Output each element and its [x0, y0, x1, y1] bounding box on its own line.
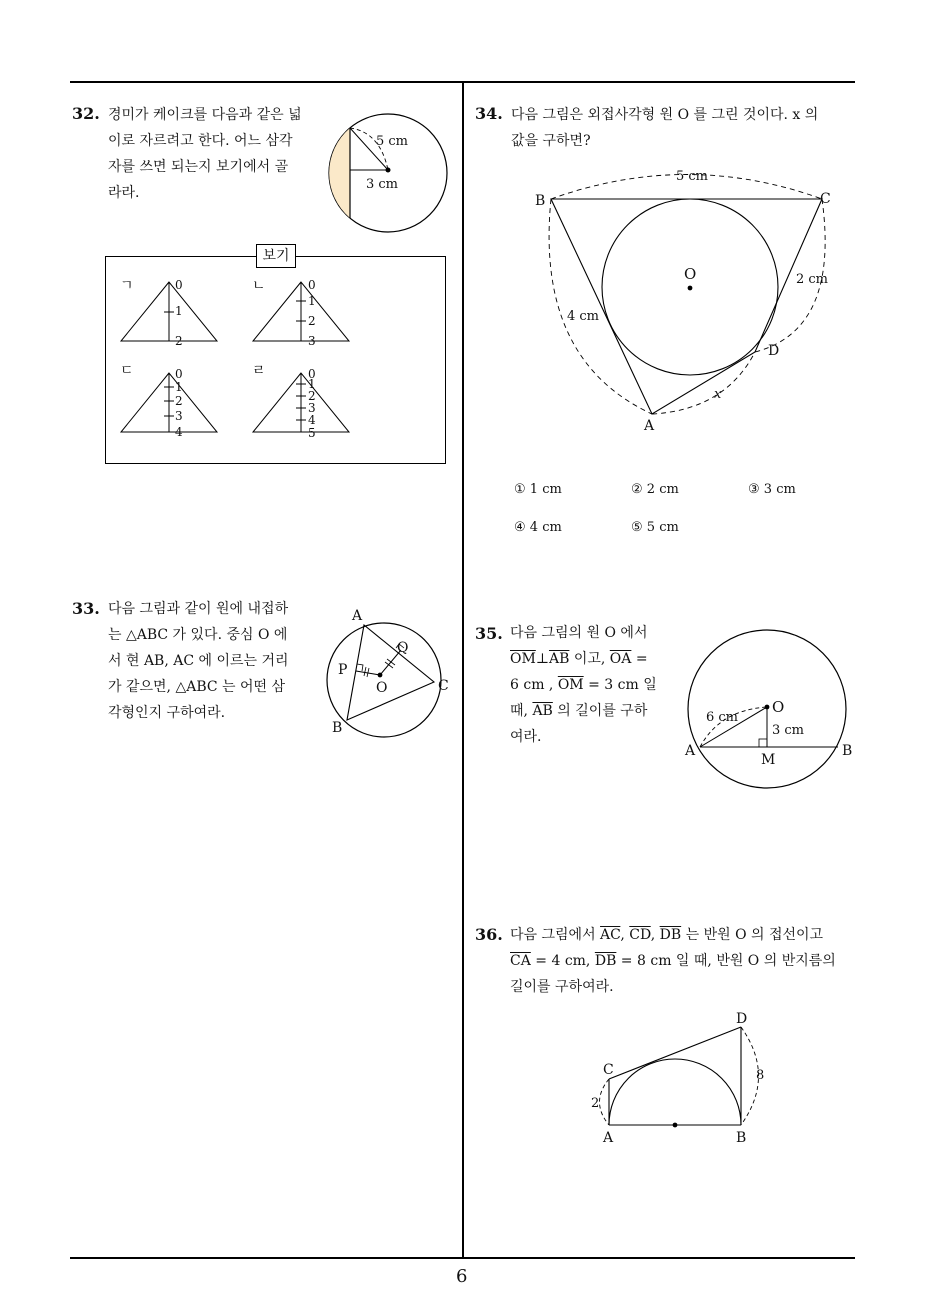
- q36-line: $\overline{CA} = 4$ cm, $\overline{DB} = 8$ cm 일 때, 반원 O 의 반지름의: [510, 953, 836, 969]
- segment-om: $\overline{OM}$: [510, 651, 536, 667]
- tick-label: 2: [175, 334, 183, 348]
- segment-db: $\overline{DB}$: [659, 927, 682, 943]
- tick-label: 3: [175, 409, 183, 423]
- q35-line: $\overline{OM}\perp\overline{AB}$ 이고, $\overline{OA}$ =: [510, 651, 648, 667]
- q36-line: 길이를 구하여라.: [510, 979, 614, 995]
- q32-line: 자를 쓰면 되는지 보기에서 골: [108, 159, 289, 175]
- q34-line: 다음 그림은 외접사각형 원 O 를 그린 것이다. x 의: [511, 107, 819, 123]
- q33-label-Q: Q: [397, 640, 409, 656]
- q32-fig-5cm: 5 cm: [376, 134, 409, 149]
- q36-number: 36.: [475, 925, 503, 944]
- q35-label-O: O: [772, 698, 785, 716]
- q34-label-left: 4 cm: [567, 309, 600, 324]
- q34-number: 34.: [475, 104, 503, 123]
- tick-label: 2: [308, 389, 316, 403]
- q32-line: 라라.: [108, 185, 140, 201]
- segment-ac: $\overline{AC}$: [600, 927, 621, 943]
- segment-ab: $\overline{AB}$: [548, 651, 570, 667]
- q33-line: 각형인지 구하여라.: [108, 705, 226, 721]
- q33-line: 가 같으면, △ABC 는 어떤 삼: [108, 679, 286, 695]
- tick-label: 3: [308, 401, 316, 415]
- q33-label-C: C: [438, 678, 449, 694]
- q35-label-M: M: [761, 752, 776, 768]
- q35-label-B: B: [842, 743, 853, 759]
- q34-choice-5[interactable]: ⑤ 5 cm: [631, 520, 679, 535]
- tick-label: 1: [175, 304, 183, 318]
- tick-label: 4: [308, 413, 316, 427]
- q34-label-x: x: [714, 387, 722, 402]
- option-mark: ㄹ: [252, 363, 266, 379]
- q34-label-A: A: [644, 418, 655, 434]
- tick-label: 0: [308, 367, 316, 381]
- segment-oa: $\overline{OA}$: [609, 651, 632, 667]
- q35-line: 6 cm , $\overline{OM} = 3$ cm 일: [510, 677, 657, 693]
- q32-fig-3cm: 3 cm: [366, 177, 399, 192]
- option-mark: ㄴ: [252, 278, 266, 294]
- q33-line: 서 현 AB, AC 에 이르는 거리: [108, 653, 289, 669]
- q36-label-D: D: [736, 1011, 748, 1027]
- q34-label-C: C: [820, 191, 831, 207]
- q33-label-O: O: [376, 680, 388, 696]
- q35-label-3cm: 3 cm: [772, 723, 805, 738]
- q33-label-B: B: [332, 720, 343, 736]
- tick-label: 1: [308, 377, 316, 391]
- q34-label-right: 2 cm: [796, 272, 829, 287]
- segment-ab: $\overline{AB}$: [532, 703, 553, 719]
- q33-number: 33.: [72, 599, 100, 618]
- q36-line: 다음 그림에서 $\overline{AC}$, $\overline{CD}$, $\overline{DB}$ 는 반원 O 의 접선이고: [510, 927, 824, 943]
- q32-line: 경미가 케이크를 다음과 같은 넓: [108, 107, 302, 123]
- q36-label-2: 2: [591, 1096, 600, 1111]
- q33-label-P: P: [338, 662, 348, 678]
- q34-choice-1[interactable]: ① 1 cm: [514, 482, 562, 497]
- q34-choice-3[interactable]: ③ 3 cm: [748, 482, 796, 497]
- q34-line: 값을 구하면?: [511, 133, 591, 149]
- q36-label-8: 8: [756, 1068, 765, 1083]
- q34-choice-2[interactable]: ② 2 cm: [631, 482, 679, 497]
- page-number: 6: [456, 1266, 468, 1287]
- tick-label: 5: [308, 426, 316, 440]
- q35-line: 여라.: [510, 729, 542, 745]
- option-mark: ㄱ: [120, 278, 134, 294]
- q34-label-B: B: [535, 193, 546, 209]
- q36-label-C: C: [603, 1062, 614, 1078]
- q32-number: 32.: [72, 104, 100, 123]
- option-mark: ㄷ: [120, 363, 134, 379]
- segment-om: $\overline{OM}$: [557, 677, 584, 693]
- q33-label-A: A: [352, 608, 363, 624]
- tick-label: 1: [308, 294, 316, 308]
- q33-line: 는 △ABC 가 있다. 중심 O 에: [108, 627, 288, 643]
- q35-number: 35.: [475, 624, 503, 643]
- tick-label: 0: [175, 278, 183, 292]
- tick-label: 2: [308, 314, 316, 328]
- tick-label: 2: [175, 394, 183, 408]
- segment-ca: $\overline{CA}$: [510, 953, 531, 969]
- tick-label: 0: [308, 278, 316, 292]
- q34-label-O: O: [684, 265, 697, 283]
- tick-label: 3: [308, 334, 316, 348]
- q34-label-top: 5 cm: [676, 169, 709, 184]
- bogi-label: 보기: [256, 244, 296, 268]
- q34-choice-4[interactable]: ④ 4 cm: [514, 520, 562, 535]
- q32-line: 이로 자르려고 한다. 어느 삼각: [108, 133, 293, 149]
- q35-label-A: A: [685, 743, 696, 759]
- tick-label: 4: [175, 425, 183, 439]
- segment-cd: $\overline{CD}$: [629, 927, 651, 943]
- q33-line: 다음 그림과 같이 원에 내접하: [108, 601, 289, 617]
- q34-label-D: D: [768, 343, 780, 359]
- q36-label-A: A: [603, 1130, 614, 1146]
- q35-line: 다음 그림의 원 O 에서: [510, 625, 648, 641]
- segment-db: $\overline{DB}$: [594, 953, 617, 969]
- q36-label-B: B: [736, 1130, 747, 1146]
- tick-label: 0: [175, 367, 183, 381]
- q35-line: 때, $\overline{AB}$ 의 길이를 구하: [510, 703, 648, 719]
- q35-label-6cm: 6 cm: [706, 710, 739, 725]
- tick-label: 1: [175, 380, 183, 394]
